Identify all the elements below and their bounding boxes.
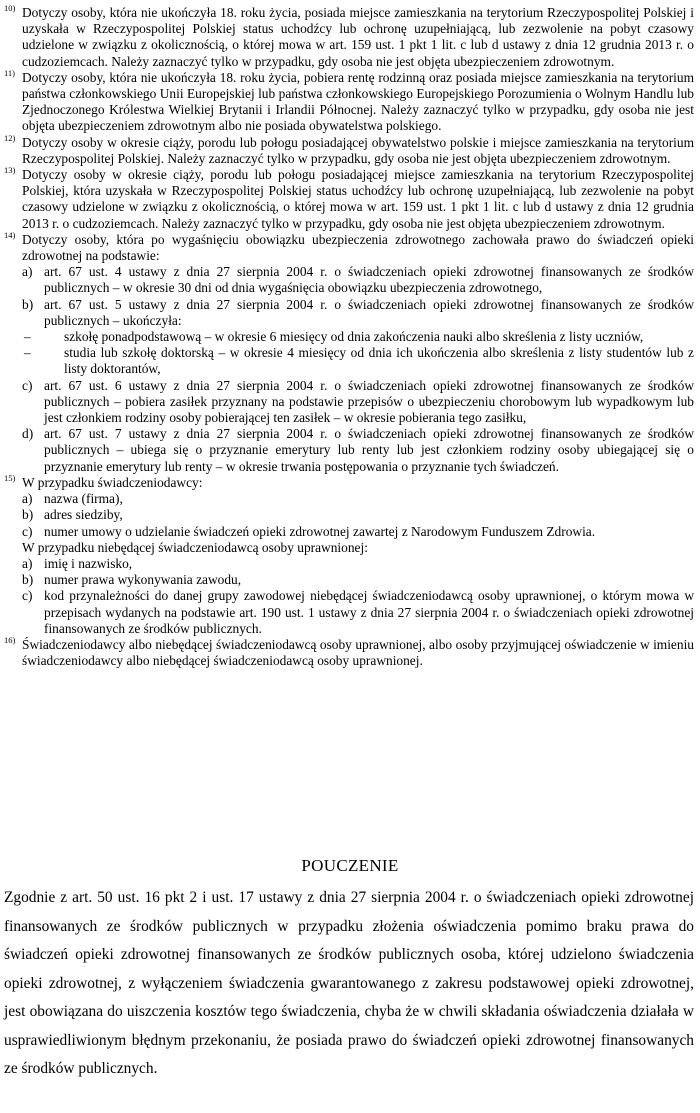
- list-label: b): [22, 507, 34, 523]
- list-item-text: szkołę ponadpodstawową – w okresie 6 miesięcy od dnia zakończenia nauki albo skreślenia z listy uczniów,: [64, 329, 644, 345]
- list-label: b): [22, 572, 34, 588]
- list-item-text: numer umowy o udzielanie świadczeń opieki zdrowotnej zawartej z Narodowym Funduszem Zdrowia.: [44, 523, 596, 539]
- footnote-marker: 16): [4, 634, 16, 645]
- footnote-15-provider-c: [22, 524, 694, 540]
- footnote-15-person-b: [22, 572, 694, 588]
- footnote-10: [4, 3, 694, 70]
- footnote-text: Dotyczy osoby, która nie ukończyła 18. roku życia, posiada miejsce zamieszkania na terytorium Rzeczypospolitej Polskiej i uzyskała w Rzeczypospolitej Polskiej status uchodźcy lub ochronę uzupełniającą, lub zezwolenie na pobyt czasowy udzielone w związku z okolicznością, o której mowa w art. 159 ust. 1 pkt 1 lit. c lub d ustawy z dnia 12 grudnia 2013 r. o cudzoziemcach. Należy zaznaczyć tylko w przypadku, gdy osoba nie jest objęta ubezpieczeniem zdrowotnym.: [22, 5, 694, 69]
- footnote-15-provider-a: [22, 491, 694, 507]
- footnote-14-item-a: [22, 264, 694, 296]
- list-item-text: imię i nazwisko,: [44, 555, 133, 571]
- list-item-text: art. 67 ust. 7 ustawy z dnia 27 sierpnia 2004 r. o świadczeniach opieki zdrowotnej finansowanych ze środków publicznych – ubiega się o przyznanie emerytury lub renty lub jest członkiem rodziny osoby ubiegającej się o przyznanie emerytury lub renty – w okresie trwania postępowania o przyznanie tych świadczeń.: [44, 426, 694, 474]
- footnote-15-intro-2: W przypadku niebędącej świadczeniodawcą osoby uprawnionej:: [22, 539, 368, 555]
- footnote-15-person-a: [22, 556, 694, 572]
- footnote-14-item-d: [22, 426, 694, 475]
- footnote-marker: 15): [4, 472, 16, 483]
- list-item-text: kod przynależności do danej grupy zawodowej niebędącej świadczeniodawcą osoby uprawnionej, o którym mowa w przepisach wydanych na podstawie art. 190 ust. 1 ustawy z dnia 27 sierpnia 2004 r. o świadczeniach opieki zdrowotnej finansowanych ze środków publicznych.: [44, 588, 694, 636]
- list-label: a): [22, 491, 33, 507]
- list-label: b): [22, 296, 34, 312]
- footnote-14-item-c: [22, 378, 694, 427]
- footnote-text: Dotyczy osoby, która po wygaśnięciu obowiązku ubezpieczenia zdrowotnego zachowała prawo do świadczeń opieki zdrowotnej na podstawie:: [22, 231, 694, 264]
- footnote-text: Dotyczy osoby w okresie ciąży, porodu lub połogu posiadającej obywatelstwo polskie i miejsce zamieszkania na terytorium Rzeczypospolitej Polskiej. Należy zaznaczyć tylko w przypadku, gdy osoba nie jest objęta ubezpieczeniem zdrowotnym.: [22, 134, 694, 166]
- list-label: d): [22, 426, 34, 442]
- footnote-14: [4, 229, 694, 264]
- list-item-text: nazwa (firma),: [44, 491, 123, 507]
- footnote-text: Dotyczy osoby, która nie ukończyła 18. roku życia, pobiera rentę rodzinną oraz posiada miejsce zamieszkania na terytorium państwa członkowskiego Unii Europejskiej lub państwa członkowskiego Europejskiego Porozumienia o Wolnym Handlu lub Zjednoczonego Królestwa Wielkiej Brytanii i Irlandii Północnej. Należy zaznaczyć tylko w przypadku, gdy osoba nie jest objęta ubezpieczeniem zdrowotnym albo nie posiada obywatelstwa polskiego.: [22, 69, 694, 134]
- list-label: c): [22, 377, 33, 393]
- footnote-marker: 13): [4, 165, 16, 176]
- list-label: c): [22, 523, 33, 539]
- footnote-13: [4, 165, 694, 232]
- list-item-text: numer prawa wykonywania zawodu,: [44, 572, 242, 588]
- footnote-11: [4, 67, 694, 135]
- footnote-15: [4, 472, 694, 491]
- footnote-text: W przypadku świadczeniodawcy:: [22, 474, 203, 490]
- list-label: a): [22, 555, 33, 571]
- list-item-text: art. 67 ust. 4 ustawy z dnia 27 sierpnia 2004 r. o świadczeniach opieki zdrowotnej finansowanych ze środków publicznych – w okresie 30 dni od dnia wygaśnięcia obowiązku ubezpieczenia zdrowotnego,: [44, 264, 694, 296]
- dash-label: –: [24, 329, 31, 345]
- notice-heading: POUCZENIE: [301, 856, 399, 875]
- footnote-14-item-b: [22, 297, 694, 329]
- dash-label: –: [24, 345, 31, 361]
- footnote-text: Świadczeniodawcy albo niebędącej świadczeniodawcą osoby uprawnionej, albo osoby przyjmującej oświadczenie w imieniu świadczeniodawcy albo niebędącej świadczeniodawcą osoby uprawnionej.: [22, 636, 694, 669]
- list-item-text: studia lub szkołę doktorską – w okresie 4 miesięcy od dnia ich ukończenia albo skreślenia z listy studentów lub z listy doktorantów,: [64, 345, 694, 377]
- footnote-12: [4, 132, 694, 167]
- footnote-marker: 14): [4, 229, 16, 240]
- footnote-14-item-b-dash-2: [22, 345, 694, 377]
- list-item-text: art. 67 ust. 5 ustawy z dnia 27 sierpnia 2004 r. o świadczeniach opieki zdrowotnej finansowanych ze środków publicznych – ukończyła:: [44, 296, 694, 328]
- footnote-14-item-b-dash-1: [22, 329, 694, 345]
- list-item-text: adres siedziby,: [44, 507, 123, 523]
- footnote-text: Dotyczy osoby w okresie ciąży, porodu lub połogu posiadającej miejsce zamieszkania na terytorium Rzeczypospolitej Polskiej, która uzyskała w Rzeczypospolitej Polskiej status uchodźcy lub ochronę uzupełniającą, lub zezwolenie na pobyt czasowy udzielone w związku z okolicznością, o której mowa w art. 159 ust. 1 pkt 1 lit. c lub d ustawy z dnia 12 grudnia 2013 r. o cudzoziemcach. Należy zaznaczyć tylko w przypadku, gdy osoba nie jest objęta ubezpieczeniem zdrowotnym.: [22, 167, 694, 231]
- notice-text: Zgodnie z art. 50 ust. 16 pkt 2 i ust. 17 ustawy z dnia 27 sierpnia 2004 r. o świadczeniach opieki zdrowotnej finansowanych ze środków publicznych w przypadku złożenia oświadczenia pomimo braku prawa do świadczeń opieki zdrowotnej finansowanych ze środków publicznych osoba, której udzielono świadczenia opieki zdrowotnej, z wyłączeniem świadczenia gwarantowanego z zakresu podstawowej opieki zdrowotnej, jest obowiązana do uiszczenia kosztów tego świadczenia, chyba że w chwili składania oświadczenia działała w usprawiedliwionym błędnym przekonaniu, że posiada prawo do świadczeń opieki zdrowotnej finansowanych ze środków publicznych.: [4, 889, 694, 1077]
- footnote-16: [4, 634, 694, 669]
- footnote-15-provider-b: [22, 507, 694, 523]
- list-label: c): [22, 588, 33, 604]
- footnotes-section: [0, 5, 700, 669]
- list-label: a): [22, 264, 33, 280]
- footnote-marker: 12): [4, 132, 16, 143]
- footnote-15-person-c: [22, 588, 694, 637]
- footnote-marker: 11): [4, 67, 16, 78]
- list-item-text: art. 67 ust. 6 ustawy z dnia 27 sierpnia 2004 r. o świadczeniach opieki zdrowotnej finansowanych ze środków publicznych – pobiera zasiłek przyznany na podstawie przepisów o ubezpieczeniu chorobowym lub wypadkowym lub jest członkiem rodziny osoby pobierającej ten zasiłek – w okresie pobierania tego zasiłku,: [44, 377, 694, 426]
- footnote-marker: 10): [4, 3, 16, 13]
